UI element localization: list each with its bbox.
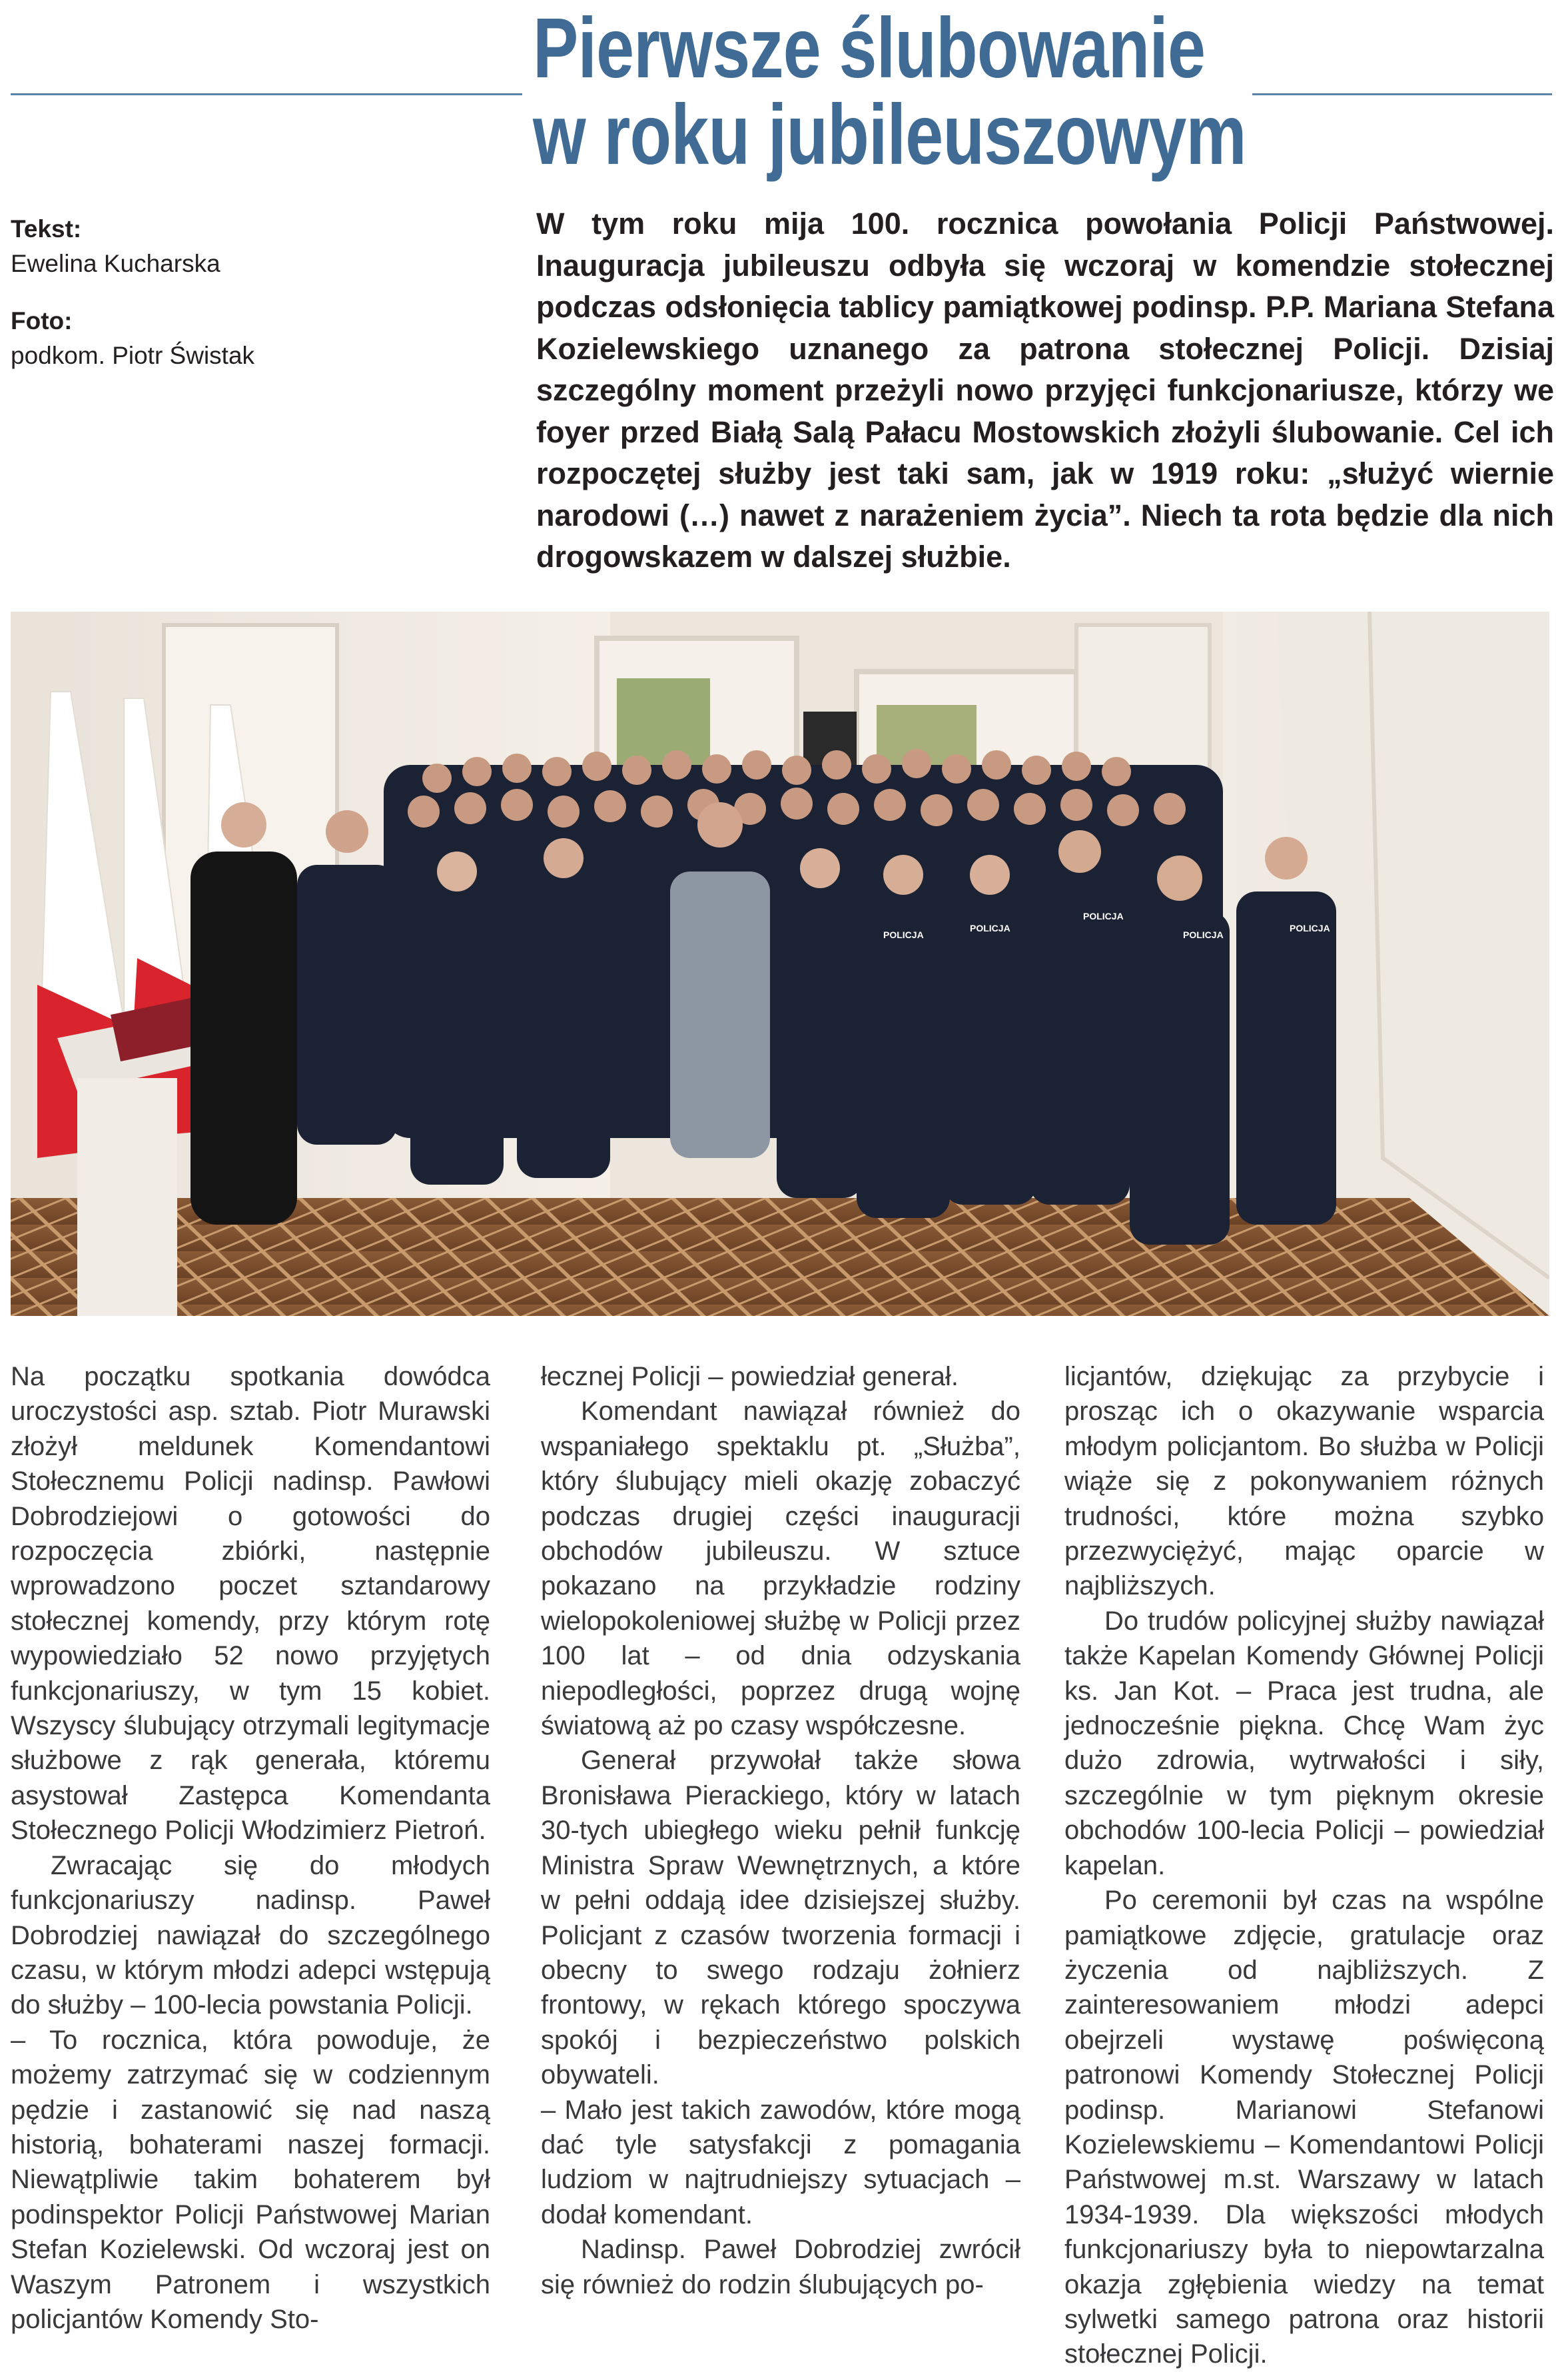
paragraph: licjantów, dziękując za przybycie i prosząc ich o okazywanie wsparcia młodym policjantom. Bo służba w Policji wiąże się z pokonywaniem różnych trudności, które można szybko przezwyciężyć, mając oparcie w najbliższych.: [1064, 1362, 1544, 1601]
armband-label: POLICJA: [883, 929, 924, 940]
text-credit-label: Tekst:: [11, 215, 82, 243]
body-column-1: [11, 1359, 490, 2337]
paragraph: łecznej Policji – powiedział generał.: [541, 1362, 959, 1391]
paragraph: Do trudów policyjnej służby nawiązał także Kapelan Komendy Głównej Policji ks. Jan Kot. – Praca jest trudna, ale jednocześnie piękna. Chcę Wam życ dużo zdrowia, wytrwałości i siły, szczególnie w tym pięknym okresie obchodów 100-lecia Policji – powiedział kapelan.: [1064, 1606, 1544, 1880]
armband-label: POLICJA: [1183, 929, 1224, 940]
title-rule-right: [1252, 93, 1552, 95]
photo-credit-author: podkom. Piotr Świstak: [11, 342, 255, 369]
paragraph: Nadinsp. Paweł Dobrodziej zwrócił się również do rodzin ślubujących po-: [541, 2235, 1020, 2299]
paragraph: – To rocznica, która powoduje, że możemy zatrzymać się w codziennym pędzie i zastanowić się nad naszą historią, bohaterami naszej formacji. Niewątpliwie takim bohaterem był podinspektor Policji Państwowej Marian Stefan Kozielewski. Od wczoraj jest on Waszym Patronem i wszystkich policjantów Komendy Sto-: [11, 2025, 490, 2334]
title-line-2: w roku jubileuszowym: [533, 87, 1246, 183]
paragraph: Komendant nawiązał również do wspaniałego spektaklu pt. „Służba”, który ślubujący mieli okazję zobaczyć podczas drugiej części inauguracji obchodów jubileuszu. W sztuce pokazano na przykładzie rodziny wielopokoleniowej służbę w Policji przez 100 lat – od dnia odzyskania niepodległości, poprzez drugą wojnę światową aż po czasy współczesne.: [541, 1397, 1020, 1741]
text-credit-author: Ewelina Kucharska: [11, 250, 220, 277]
article-title: [533, 1, 1246, 183]
paragraph: – Mało jest takich zawodów, które mogą dać tyle satysfakcji z pomagania ludziom w najtrudniejszy sytuacjach – dodał komendant.: [541, 2095, 1020, 2229]
body-column-3: [1064, 1359, 1544, 2372]
paragraph: Zwracając się do młodych funkcjonariuszy nadinsp. Paweł Dobrodziej nawiązał do szczególnego czasu, w którym młodzi adepci wstępują do służby – 100-lecia powstania Policji.: [11, 1850, 490, 2020]
title-line-1: Pierwsze ślubowanie: [533, 1, 1206, 96]
paragraph: Generał przywołał także słowa Bronisława Pierackiego, który w latach 30-tych ubiegłego wieku pełnił funkcję Ministra Spraw Wewnętrznych, a które w pełni oddają idee dzisiejszej służby. Policjant z czasów tworzenia formacji i obecny to swego rodzaju żołnierz frontowy, w rękach którego spoczywa spokój i bezpieczeństwo polskich obywateli.: [541, 1746, 1020, 2090]
armband-label: POLICJA: [970, 923, 1010, 933]
paragraph: Na początku spotkania dowódca uroczystości asp. sztab. Piotr Murawski złożył meldunek Komendantowi Stołecznemu Policji nadinsp. Pawłowi Dobrodziejowi o gotowości do rozpoczęcia zbiórki, następnie wprowadzono poczet sztandarowy stołecznej komendy, przy którym rotę wypowiedziało 52 nowo przyjętych funkcjonariuszy, w tym 15 kobiet. Wszyscy ślubujący otrzymali legitymacje służbowe z rąk generała, któremu asystował Zastępca Komendanta Stołecznego Policji Włodzimierz Pietroń.: [11, 1362, 490, 1846]
article-lead: W tym roku mija 100. rocznica powołania Policji Państwowej. Inauguracja jubileuszu odbyła się wczoraj w komendzie stołecznej podczas odsłonięcia tablicy pamiątkowej podinsp. P.P. Mariana Stefana Kozielewskiego uznanego za patrona stołecznej Policji. Dzisiaj szczególny moment przeżyli nowo przyjęci funkcjonariusze, którzy we foyer przed Białą Salą Pałacu Mostowskich złożyli ślubowanie. Cel ich rozpoczętej służby jest taki sam, jak w 1919 roku: „służyć wiernie narodowi (…) nawet z narażeniem życia”. Niech ta rota będzie dla nich drogowskazem w dalszej służbie.: [536, 207, 1554, 574]
body-column-2: [541, 1359, 1020, 2302]
armband-label: POLICJA: [1290, 923, 1330, 933]
credits: [11, 212, 304, 396]
title-rule-left: [11, 93, 522, 95]
paragraph: Po ceremonii był czas na wspólne pamiątkowe zdjęcie, gratulacje oraz życzenia od najbliższych. Z zainteresowaniem młodzi adepci obejrzeli wystawę poświęconą patronowi Komendy Stołecznej Policji podinsp. Marianowi Stefanowi Kozielewskiemu – Komendantowi Policji Państwowej m.st. Warszawy w latach 1934-1939. Dla większości młodych funkcjonariuszy była to niepowtarzalna okazja zgłębienia wiedzy na temat sylwetki samego patrona oraz historii stołecznej Policji.: [1064, 1886, 1544, 2369]
group-photo: [11, 612, 1549, 1316]
photo-credit-label: Foto:: [11, 307, 73, 334]
armband-label: POLICJA: [1083, 911, 1124, 921]
